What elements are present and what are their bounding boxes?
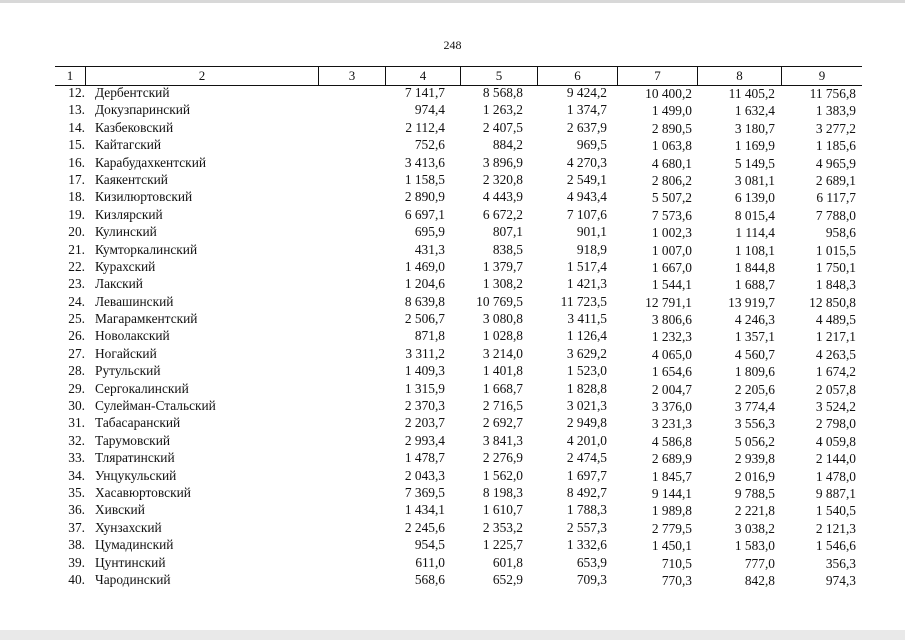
table-row bbox=[55, 101, 862, 118]
header-col-7: 7 bbox=[617, 67, 697, 85]
row-number: 36. bbox=[68, 502, 85, 518]
value-col-8: 9 788,5 bbox=[734, 485, 775, 501]
district-name: Магарамкентский bbox=[95, 311, 198, 327]
table-row bbox=[55, 484, 862, 501]
row-number: 24. bbox=[68, 293, 85, 309]
value-col-6: 2 949,8 bbox=[566, 415, 607, 431]
value-col-6: 2 549,1 bbox=[566, 171, 607, 187]
value-col-5: 8 568,8 bbox=[482, 85, 523, 100]
district-name: Карабудахкентский bbox=[95, 154, 207, 170]
value-col-7: 2 004,7 bbox=[651, 381, 692, 397]
value-col-6: 1 332,6 bbox=[566, 537, 607, 553]
value-col-9: 2 144,0 bbox=[815, 451, 856, 467]
value-col-8: 1 114,4 bbox=[735, 225, 775, 241]
value-col-9: 1 546,6 bbox=[815, 538, 856, 554]
value-col-9: 1 750,1 bbox=[815, 259, 856, 275]
value-col-7: 1 989,8 bbox=[651, 503, 692, 519]
table-row bbox=[55, 258, 862, 275]
value-col-5: 838,5 bbox=[492, 241, 523, 257]
district-name: Докузпаринский bbox=[95, 102, 191, 118]
value-col-4: 2 890,9 bbox=[404, 189, 445, 205]
value-col-9: 2 798,0 bbox=[815, 416, 856, 432]
value-col-7: 3 231,3 bbox=[651, 416, 692, 432]
value-col-5: 10 769,5 bbox=[476, 293, 523, 309]
table-row bbox=[55, 414, 862, 431]
value-col-4: 2 993,4 bbox=[404, 432, 445, 448]
value-col-9: 2 057,8 bbox=[815, 381, 856, 397]
value-col-8: 1 844,8 bbox=[734, 259, 775, 275]
district-name: Лакский bbox=[95, 276, 143, 292]
value-col-6: 2 637,9 bbox=[566, 119, 607, 135]
district-name: Тарумовский bbox=[95, 432, 171, 448]
value-col-7: 1 450,1 bbox=[651, 538, 692, 554]
value-col-5: 2 276,9 bbox=[482, 450, 523, 466]
row-number: 16. bbox=[68, 154, 85, 170]
value-col-7: 1 063,8 bbox=[651, 138, 692, 154]
value-col-6: 9 424,2 bbox=[566, 85, 607, 100]
value-col-9: 974,3 bbox=[825, 572, 856, 588]
district-name: Цунтинский bbox=[95, 554, 166, 570]
table-row bbox=[55, 241, 862, 258]
value-col-9: 6 117,7 bbox=[816, 190, 856, 206]
value-col-5: 807,1 bbox=[492, 224, 523, 240]
value-col-9: 1 185,6 bbox=[815, 138, 856, 154]
value-col-4: 568,6 bbox=[414, 571, 445, 587]
value-col-5: 884,2 bbox=[492, 137, 523, 153]
table-row bbox=[55, 536, 862, 553]
value-col-6: 1 126,4 bbox=[566, 328, 607, 344]
value-col-4: 695,9 bbox=[414, 224, 445, 240]
value-col-8: 3 081,1 bbox=[734, 172, 775, 188]
table-row bbox=[55, 467, 862, 484]
district-name: Кумторкалинский bbox=[95, 241, 198, 257]
value-col-7: 1 667,0 bbox=[651, 259, 692, 275]
value-col-9: 2 121,3 bbox=[815, 520, 856, 536]
value-col-4: 6 697,1 bbox=[404, 206, 445, 222]
value-col-5: 1 562,0 bbox=[482, 467, 523, 483]
value-col-7: 7 573,6 bbox=[651, 207, 692, 223]
table-row bbox=[55, 380, 862, 397]
value-col-6: 709,3 bbox=[576, 571, 607, 587]
district-name: Тляратинский bbox=[95, 450, 175, 466]
value-col-7: 3 376,0 bbox=[651, 399, 692, 415]
value-col-6: 1 788,3 bbox=[566, 502, 607, 518]
table-row bbox=[55, 310, 862, 327]
table-row bbox=[55, 519, 862, 536]
table-row bbox=[55, 171, 862, 188]
value-col-4: 611,0 bbox=[415, 554, 445, 570]
district-name: Дербентский bbox=[95, 85, 170, 100]
row-number: 22. bbox=[68, 258, 85, 274]
value-col-8: 8 015,4 bbox=[734, 207, 775, 223]
scan-bottom-edge bbox=[0, 630, 905, 640]
row-number: 32. bbox=[68, 432, 85, 448]
row-number: 26. bbox=[68, 328, 85, 344]
header-col-3: 3 bbox=[318, 67, 385, 85]
value-col-8: 4 560,7 bbox=[734, 346, 775, 362]
district-name: Хивский bbox=[95, 502, 145, 518]
value-col-7: 1 232,3 bbox=[651, 329, 692, 345]
value-col-5: 1 263,2 bbox=[482, 102, 523, 118]
table-row bbox=[55, 345, 862, 362]
value-col-9: 4 263,5 bbox=[815, 346, 856, 362]
table-row bbox=[55, 397, 862, 414]
value-col-4: 871,8 bbox=[414, 328, 445, 344]
value-col-7: 4 680,1 bbox=[651, 155, 692, 171]
value-col-8: 1 357,1 bbox=[734, 329, 775, 345]
table-row bbox=[55, 119, 862, 136]
value-col-6: 3 629,2 bbox=[566, 345, 607, 361]
value-col-7: 770,3 bbox=[661, 572, 692, 588]
table-row bbox=[55, 432, 862, 449]
scan-top-edge bbox=[0, 0, 905, 3]
value-col-7: 1 499,0 bbox=[651, 103, 692, 119]
row-number: 14. bbox=[68, 119, 85, 135]
value-col-9: 958,6 bbox=[825, 225, 856, 241]
district-name: Кулинский bbox=[95, 224, 157, 240]
value-col-4: 2 203,7 bbox=[404, 415, 445, 431]
row-number: 17. bbox=[68, 171, 85, 187]
header-col-1: 1 bbox=[66, 68, 74, 83]
value-col-9: 4 965,9 bbox=[815, 155, 856, 171]
value-col-4: 752,6 bbox=[414, 137, 445, 153]
value-col-7: 710,5 bbox=[661, 555, 692, 571]
value-col-5: 601,8 bbox=[492, 554, 523, 570]
value-col-9: 1 217,1 bbox=[815, 329, 856, 345]
value-col-8: 842,8 bbox=[744, 572, 775, 588]
district-name: Казбековский bbox=[95, 119, 174, 135]
district-name: Цумадинский bbox=[95, 537, 174, 553]
value-col-5: 3 896,9 bbox=[482, 154, 523, 170]
row-number: 38. bbox=[68, 537, 85, 553]
value-col-8: 6 139,0 bbox=[734, 190, 775, 206]
value-col-8: 1 632,4 bbox=[734, 103, 775, 119]
value-col-5: 1 379,7 bbox=[482, 258, 523, 274]
value-col-6: 8 492,7 bbox=[566, 484, 607, 500]
value-col-4: 974,4 bbox=[414, 102, 445, 118]
value-col-9: 7 788,0 bbox=[815, 207, 856, 223]
table-row bbox=[55, 136, 862, 153]
row-number: 34. bbox=[68, 467, 85, 483]
table-row bbox=[55, 571, 862, 588]
row-number: 30. bbox=[68, 398, 85, 414]
row-number: 40. bbox=[68, 571, 85, 587]
value-col-8: 5 056,2 bbox=[734, 433, 775, 449]
value-col-4: 954,5 bbox=[414, 537, 445, 553]
district-name: Табасаранский bbox=[95, 415, 181, 431]
value-col-7: 1 544,1 bbox=[651, 277, 692, 293]
value-col-4: 1 434,1 bbox=[404, 502, 445, 518]
value-col-5: 1 225,7 bbox=[482, 537, 523, 553]
value-col-8: 3 556,3 bbox=[734, 416, 775, 432]
value-col-6: 4 201,0 bbox=[566, 432, 607, 448]
value-col-9: 3 277,2 bbox=[815, 120, 856, 136]
value-col-6: 4 943,4 bbox=[566, 189, 607, 205]
value-col-7: 1 002,3 bbox=[651, 225, 692, 241]
value-col-8: 1 688,7 bbox=[734, 277, 775, 293]
value-col-8: 5 149,5 bbox=[734, 155, 775, 171]
value-col-9: 3 524,2 bbox=[815, 399, 856, 415]
value-col-7: 2 806,2 bbox=[651, 172, 692, 188]
district-name: Сулейман-Стальский bbox=[95, 398, 216, 414]
value-col-4: 8 639,8 bbox=[404, 293, 445, 309]
value-col-4: 1 315,9 bbox=[404, 380, 445, 396]
value-col-9: 1 848,3 bbox=[815, 277, 856, 293]
table-row bbox=[55, 188, 862, 205]
value-col-5: 652,9 bbox=[492, 571, 523, 587]
value-col-4: 2 506,7 bbox=[404, 311, 445, 327]
value-col-8: 2 205,6 bbox=[734, 381, 775, 397]
header-col-9: 9 bbox=[781, 67, 862, 85]
value-col-4: 2 245,6 bbox=[404, 519, 445, 535]
table-row bbox=[55, 501, 862, 518]
row-number: 25. bbox=[68, 311, 85, 327]
value-col-4: 2 043,3 bbox=[404, 467, 445, 483]
value-col-7: 4 586,8 bbox=[651, 433, 692, 449]
value-col-5: 8 198,3 bbox=[482, 484, 523, 500]
value-col-8: 1 108,1 bbox=[734, 242, 775, 258]
row-number: 23. bbox=[68, 276, 85, 292]
district-name: Сергокалинский bbox=[95, 380, 189, 396]
row-number: 13. bbox=[68, 102, 85, 118]
table-row bbox=[55, 223, 862, 240]
value-col-8: 2 939,8 bbox=[734, 451, 775, 467]
header-col-6: 6 bbox=[537, 67, 617, 85]
value-col-6: 3 411,5 bbox=[567, 311, 607, 327]
value-col-6: 7 107,6 bbox=[566, 206, 607, 222]
value-col-8: 1 809,6 bbox=[734, 364, 775, 380]
value-col-7: 1 845,7 bbox=[651, 468, 692, 484]
row-number: 28. bbox=[68, 363, 85, 379]
value-col-8: 13 919,7 bbox=[728, 294, 775, 310]
row-number: 37. bbox=[68, 519, 85, 535]
value-col-4: 1 469,0 bbox=[404, 258, 445, 274]
value-col-4: 1 158,5 bbox=[404, 171, 445, 187]
table-header bbox=[55, 66, 862, 86]
value-col-9: 1 478,0 bbox=[815, 468, 856, 484]
value-col-8: 3 038,2 bbox=[734, 520, 775, 536]
value-col-4: 2 370,3 bbox=[404, 398, 445, 414]
value-col-4: 3 311,2 bbox=[405, 345, 445, 361]
value-col-6: 1 828,8 bbox=[566, 380, 607, 396]
value-col-6: 1 517,4 bbox=[566, 258, 607, 274]
district-name: Рутульский bbox=[95, 363, 161, 379]
value-col-5: 2 407,5 bbox=[482, 119, 523, 135]
table-row bbox=[55, 206, 862, 223]
value-col-8: 1 583,0 bbox=[734, 538, 775, 554]
value-col-5: 1 668,7 bbox=[482, 380, 523, 396]
value-col-6: 2 474,5 bbox=[566, 450, 607, 466]
table-row bbox=[55, 154, 862, 171]
value-col-9: 9 887,1 bbox=[815, 485, 856, 501]
value-col-5: 3 841,3 bbox=[482, 432, 523, 448]
value-col-8: 2 221,8 bbox=[734, 503, 775, 519]
district-name: Унцукульский bbox=[95, 467, 177, 483]
value-col-4: 2 112,4 bbox=[405, 119, 445, 135]
row-number: 15. bbox=[68, 137, 85, 153]
table-body bbox=[55, 84, 862, 588]
value-col-7: 10 400,2 bbox=[645, 86, 692, 101]
header-col-8: 8 bbox=[697, 67, 781, 85]
value-col-6: 918,9 bbox=[576, 241, 607, 257]
value-col-8: 11 405,2 bbox=[728, 86, 775, 101]
district-name: Новолакский bbox=[95, 328, 170, 344]
table-row bbox=[55, 362, 862, 379]
table-row bbox=[55, 84, 862, 101]
row-number: 27. bbox=[68, 345, 85, 361]
value-col-5: 2 692,7 bbox=[482, 415, 523, 431]
value-col-5: 6 672,2 bbox=[482, 206, 523, 222]
value-col-7: 12 791,1 bbox=[645, 294, 692, 310]
value-col-5: 4 443,9 bbox=[482, 189, 523, 205]
district-name: Чародинский bbox=[95, 571, 171, 587]
header-col-5: 5 bbox=[460, 67, 537, 85]
value-col-4: 1 478,7 bbox=[404, 450, 445, 466]
row-number: 31. bbox=[68, 415, 85, 431]
value-col-5: 3 080,8 bbox=[482, 311, 523, 327]
value-col-6: 2 557,3 bbox=[566, 519, 607, 535]
value-col-9: 4 059,8 bbox=[815, 433, 856, 449]
value-col-8: 777,0 bbox=[744, 555, 775, 571]
value-col-9: 11 756,8 bbox=[809, 86, 856, 101]
value-col-6: 3 021,3 bbox=[566, 398, 607, 414]
table-row bbox=[55, 449, 862, 466]
page-number: 248 bbox=[443, 38, 462, 52]
value-col-9: 2 689,1 bbox=[815, 172, 856, 188]
district-name: Кизилюртовский bbox=[95, 189, 193, 205]
district-name: Кайтагский bbox=[95, 137, 162, 153]
value-col-5: 1 610,7 bbox=[482, 502, 523, 518]
value-col-6: 11 723,5 bbox=[560, 293, 607, 309]
value-col-5: 1 028,8 bbox=[482, 328, 523, 344]
value-col-5: 2 353,2 bbox=[482, 519, 523, 535]
row-number: 20. bbox=[68, 224, 85, 240]
value-col-5: 2 320,8 bbox=[482, 171, 523, 187]
value-col-6: 1 697,7 bbox=[566, 467, 607, 483]
row-number: 12. bbox=[68, 85, 85, 100]
district-name: Хунзахский bbox=[95, 519, 162, 535]
district-name: Хасавюртовский bbox=[95, 484, 191, 500]
table-row bbox=[55, 327, 862, 344]
value-col-9: 1 540,5 bbox=[815, 503, 856, 519]
table-row bbox=[55, 275, 862, 292]
value-col-6: 1 374,7 bbox=[566, 102, 607, 118]
value-col-6: 1 523,0 bbox=[566, 363, 607, 379]
value-col-4: 7 369,5 bbox=[404, 484, 445, 500]
value-col-9: 4 489,5 bbox=[815, 312, 856, 328]
row-number: 21. bbox=[68, 241, 85, 257]
value-col-7: 3 806,6 bbox=[651, 312, 692, 328]
value-col-6: 1 421,3 bbox=[566, 276, 607, 292]
value-col-9: 1 383,9 bbox=[815, 103, 856, 119]
value-col-4: 3 413,6 bbox=[404, 154, 445, 170]
value-col-5: 1 308,2 bbox=[482, 276, 523, 292]
value-col-4: 7 141,7 bbox=[404, 85, 445, 100]
value-col-7: 2 779,5 bbox=[651, 520, 692, 536]
value-col-6: 4 270,3 bbox=[566, 154, 607, 170]
value-col-8: 1 169,9 bbox=[734, 138, 775, 154]
value-col-6: 969,5 bbox=[576, 137, 607, 153]
value-col-7: 2 890,5 bbox=[651, 120, 692, 136]
district-name: Левашинский bbox=[95, 293, 174, 309]
district-name: Курахский bbox=[95, 258, 156, 274]
value-col-7: 2 689,9 bbox=[651, 451, 692, 467]
value-col-5: 3 214,0 bbox=[482, 345, 523, 361]
value-col-4: 1 204,6 bbox=[404, 276, 445, 292]
value-col-8: 3 180,7 bbox=[734, 120, 775, 136]
value-col-4: 431,3 bbox=[414, 241, 445, 257]
value-col-6: 901,1 bbox=[576, 224, 607, 240]
value-col-9: 1 674,2 bbox=[815, 364, 856, 380]
header-col-4: 4 bbox=[385, 67, 460, 85]
value-col-8: 2 016,9 bbox=[734, 468, 775, 484]
value-col-7: 5 507,2 bbox=[651, 190, 692, 206]
row-number: 33. bbox=[68, 450, 85, 466]
value-col-8: 4 246,3 bbox=[734, 312, 775, 328]
value-col-7: 4 065,0 bbox=[651, 346, 692, 362]
table-row bbox=[55, 293, 862, 310]
value-col-8: 3 774,4 bbox=[734, 399, 775, 415]
header-col-2: 2 bbox=[85, 67, 318, 85]
value-col-7: 9 144,1 bbox=[651, 485, 692, 501]
value-col-9: 12 850,8 bbox=[809, 294, 856, 310]
row-number: 19. bbox=[68, 206, 85, 222]
district-name: Ногайский bbox=[95, 345, 157, 361]
value-col-5: 1 401,8 bbox=[482, 363, 523, 379]
row-number: 29. bbox=[68, 380, 85, 396]
row-number: 39. bbox=[68, 554, 85, 570]
value-col-7: 1 007,0 bbox=[651, 242, 692, 258]
row-number: 35. bbox=[68, 484, 85, 500]
value-col-6: 653,9 bbox=[576, 554, 607, 570]
district-name: Кизлярский bbox=[95, 206, 163, 222]
value-col-7: 1 654,6 bbox=[651, 364, 692, 380]
row-number: 18. bbox=[68, 189, 85, 205]
table-row bbox=[55, 554, 862, 571]
value-col-9: 356,3 bbox=[825, 555, 856, 571]
value-col-5: 2 716,5 bbox=[482, 398, 523, 414]
value-col-4: 1 409,3 bbox=[404, 363, 445, 379]
value-col-9: 1 015,5 bbox=[815, 242, 856, 258]
district-name: Каякентский bbox=[95, 171, 168, 187]
